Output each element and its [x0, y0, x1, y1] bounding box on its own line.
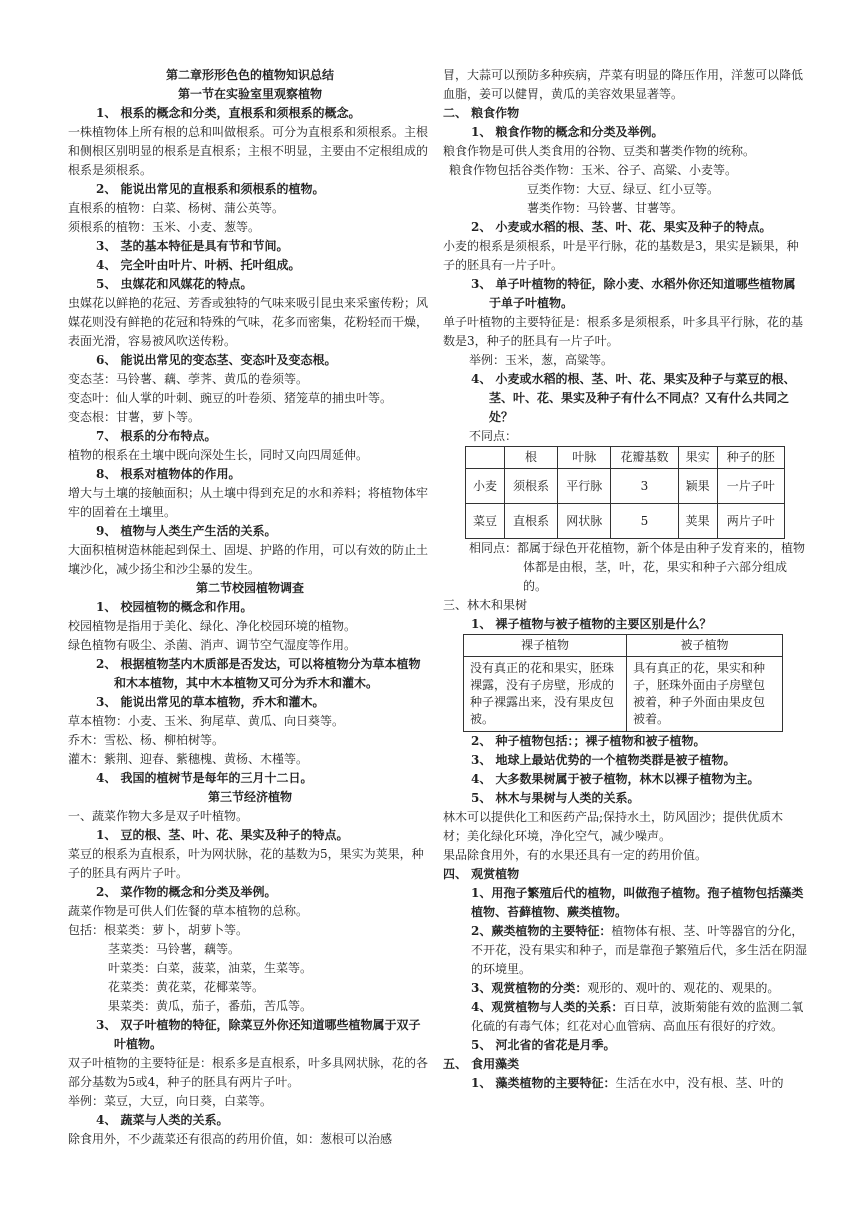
table-header [466, 447, 505, 469]
paragraph: 花菜类：黄花菜，花椰菜等。 [108, 980, 265, 994]
table-cell: 菜豆 [466, 504, 505, 539]
heading: 4、 我国的植树节是每年的三月十二日。 [96, 771, 313, 785]
table-cell: 平行脉 [558, 469, 611, 504]
table-header: 种子的胚 [717, 447, 784, 469]
paragraph: 草本植物：小麦、玉米、狗尾草、黄瓜、向日葵等。 [68, 714, 345, 728]
table-cell: 网状脉 [558, 504, 611, 539]
paragraph: 林木可以提供化工和医药产品;保持水土，防风固沙；提供优质木材；美化绿化环境，净化空气，减少噪声。 [443, 810, 784, 843]
heading: 1、 裸子植物与被子植物的主要区别是什么？ [471, 617, 712, 631]
table-header: 被子植物 [626, 635, 782, 657]
table-cell: 具有真正的花，果实和种子，胚珠外面由子房壁包被着，种子外面由果皮包被着。 [626, 657, 782, 732]
paragraph: 校园植物是指用于美化、绿化、净化校园环境的植物。 [68, 619, 357, 633]
mixed-paragraph: 2、蕨类植物的主要特征：植物体有根、茎、叶等器官的分化，不开花，没有果实和种子，而是靠孢子繁殖后代，多生活在阴湿的环境里。 [471, 924, 808, 976]
paragraph: 一、蔬菜作物大多是双子叶植物。 [68, 809, 249, 823]
paragraph: 不同点： [469, 429, 518, 443]
paragraph: 三、林木和果树 [443, 598, 528, 612]
heading: 4、 蔬菜与人类的关系。 [96, 1113, 229, 1127]
right-section-b [443, 539, 807, 634]
heading: 6、 能说出常见的变态茎、变态叶及变态根。 [96, 353, 337, 367]
right-section-a [443, 66, 807, 446]
section-title: 第一节在实验室里观察植物 [177, 87, 322, 101]
heading: 1、 豆的根、茎、叶、花、果实及种子的特点。 [96, 828, 349, 842]
paragraph: 灌木：紫荆、迎春、紫穗槐、黄杨、木槿等。 [68, 752, 309, 766]
paragraph: 虫媒花以鲜艳的花冠、芳香或独特的气味来吸引昆虫来采蜜传粉；风媒花则没有鲜艳的花冠和特殊的气味，花多而密集，花粉轻而干燥，表面光滑，容易被风吹送传粉。 [68, 296, 429, 348]
table-cell: 两片子叶 [717, 504, 784, 539]
left-column [68, 66, 432, 1149]
heading: 8、 根系对植物体的作用。 [96, 467, 241, 481]
paragraph: 豆类作物：大豆、绿豆、红小豆等。 [527, 182, 720, 196]
table-header: 叶脉 [558, 447, 611, 469]
mixed-paragraph: 4、观赏植物与人类的关系：百日草，波斯菊能有效的监测二氧化硫的有毒气体；红花对心血管病、高血压有很好的疗效。 [471, 1000, 804, 1033]
heading: 2、 能说出常见的直根系和须根系的植物。 [96, 182, 325, 196]
heading: 4、 大多数果树属于被子植物，林木以裸子植物为主。 [471, 772, 760, 786]
right-section-c [443, 732, 807, 1093]
section-title: 第二节校园植物调查 [195, 581, 304, 595]
paragraph: 直根系的植物：白菜、杨树、蒲公英等。 [68, 201, 285, 215]
paragraph: 叶菜类：白菜，菠菜，油菜，生菜等。 [108, 961, 313, 975]
table-cell: 荚果 [678, 504, 717, 539]
paragraph: 举例：菜豆，大豆，向日葵，白菜等。 [68, 1094, 273, 1108]
table-header: 果实 [678, 447, 717, 469]
paragraph: 包括：根菜类：萝卜，胡萝卜等。 [68, 923, 249, 937]
table-row [466, 469, 785, 504]
heading: 1、 根系的概念和分类，直根系和须根系的概念。 [96, 106, 361, 120]
paragraph: 乔木：雪松、杨、柳柏树等。 [68, 733, 225, 747]
heading: 2、 根据植物茎内木质部是否发达，可以将植物分为草本植物和木本植物，其中木本植物又可分为乔木和灌木。 [96, 657, 421, 690]
paragraph: 一株植物体上所有根的总和叫做根系。可分为直根系和须根系。主根和侧根区别明显的根系是直根系；主根不明显，主要由不定根组成的根系是须根系。 [68, 125, 429, 177]
heading: 3、 地球上最站优势的一个植物类群是被子植物。 [471, 753, 736, 767]
paragraph: 变态叶：仙人掌的叶刺、豌豆的叶卷须、猪笼草的捕虫叶等。 [68, 391, 393, 405]
plant-comparison-table [463, 634, 783, 732]
heading: 四、 观赏植物 [443, 867, 520, 881]
heading: 1、 校园植物的概念和作用。 [96, 600, 253, 614]
paragraph: 植物的根系在土壤中既向深处生长，同时又向四周延伸。 [68, 448, 369, 462]
heading: 3、 单子叶植物的特征，除小麦、水稻外你还知道哪些植物属于单子叶植物。 [471, 277, 796, 310]
table-header: 裸子植物 [464, 635, 627, 657]
heading: 3、 茎的基本特征是具有节和节间。 [96, 239, 289, 253]
table-cell: 直根系 [504, 504, 557, 539]
heading: 5、 河北省的省花是月季。 [471, 1038, 616, 1052]
table-cell: 颖果 [678, 469, 717, 504]
mixed-paragraph: 3、观赏植物的分类：观形的、观叶的、观花的、观果的。 [471, 981, 780, 995]
heading: 9、 植物与人类生产生活的关系。 [96, 524, 277, 538]
paragraph: 绿色植物有吸尘、杀菌、消声、调节空气湿度等作用。 [68, 638, 357, 652]
paragraph: 单子叶植物的主要特征是：根系多是须根系，叶多具平行脉，花的基数是3，种子的胚具有一片子叶。 [443, 315, 804, 348]
paragraph: 大面积植树造林能起到保土、固堤、护路的作用，可以有效的防止土壤沙化，减少扬尘和沙尘暴的发生。 [68, 543, 429, 576]
table-cell: 小麦 [466, 469, 505, 504]
paragraph: 变态茎：马铃薯、藕、荸荠、黄瓜的卷须等。 [68, 372, 309, 386]
table-header: 根 [504, 447, 557, 469]
paragraph: 薯类作物：马铃薯、甘薯等。 [527, 201, 684, 215]
section-title: 第二章形形色色的植物知识总结 [165, 68, 334, 82]
heading: 五、 食用藻类 [443, 1057, 520, 1071]
table-header: 花瓣基数 [611, 447, 678, 469]
heading: 二、 粮食作物 [443, 106, 520, 120]
table-cell: 没有真正的花和果实，胚珠裸露，没有子房壁，形成的种子裸露出来，没有果皮包被。 [464, 657, 627, 732]
paragraph: 果菜类：黄瓜，茄子，番茄，苦瓜等。 [108, 999, 313, 1013]
paragraph: 增大与土壤的接触面积；从土壤中得到充足的水和养料；将植物体牢牢的固着在土壤里。 [68, 486, 429, 519]
mixed-paragraph: 1、用孢子繁殖后代的植物，叫做孢子植物。孢子植物包括藻类植物、苔藓植物、蕨类植物。 [471, 886, 804, 919]
heading: 3、 双子叶植物的特征，除菜豆外你还知道哪些植物属于双子叶植物。 [96, 1018, 421, 1051]
paragraph: 菜豆的根系为直根系，叶为网状脉，花的基数为5，果实为荚果，种子的胚具有两片子叶。 [68, 847, 424, 880]
paragraph: 变态根：甘薯，萝卜等。 [68, 410, 201, 424]
paragraph: 蔬菜作物是可供人们佐餐的草本植物的总称。 [68, 904, 309, 918]
paragraph: 果品除食用外，有的水果还具有一定的药用价值。 [443, 848, 708, 862]
table-row [466, 504, 785, 539]
right-column [443, 66, 807, 1093]
paragraph: 茎菜类：马铃薯，藕等。 [108, 942, 241, 956]
paragraph: 冒，大蒜可以预防多种疾病，芹菜有明显的降压作用，洋葱可以降低血脂，姜可以健胃，黄瓜的美容效果显著等。 [443, 68, 804, 101]
heading: 7、 根系的分布特点。 [96, 429, 217, 443]
paragraph: 举例：玉米，葱，高粱等。 [469, 353, 614, 367]
mixed-paragraph: 1、 藻类植物的主要特征：生活在水中，没有根、茎、叶的 [471, 1076, 784, 1090]
paragraph: 粮食作物包括谷类作物：玉米、谷子、高粱、小麦等。 [449, 163, 738, 177]
heading: 5、 虫媒花和风媒花的特点。 [96, 277, 253, 291]
heading: 2、 小麦或水稻的根、茎、叶、花、果实及种子的特点。 [471, 220, 772, 234]
heading: 3、 能说出常见的草本植物，乔木和灌木。 [96, 695, 325, 709]
heading: 5、 林木与果树与人类的关系。 [471, 791, 640, 805]
table-cell: 3 [611, 469, 678, 504]
heading: 4、 小麦或水稻的根、茎、叶、花、果实及种子与菜豆的根、茎、叶、花、果实及种子有什么不同点？又有什么共同之处？ [471, 372, 796, 424]
paragraph: 粮食作物是可供人类食用的谷物、豆类和薯类作物的统称。 [443, 144, 756, 158]
paragraph: 小麦的根系是须根系，叶是平行脉，花的基数是3，果实是颖果，种子的胚具有一片子叶。 [443, 239, 799, 272]
heading: 2、 菜作物的概念和分类及举例。 [96, 885, 277, 899]
section-title: 第三节经济植物 [207, 790, 292, 804]
comparison-table [465, 446, 785, 539]
paragraph: 双子叶植物的主要特征是：根系多是直根系，叶多具网状脉，花的各部分基数为5或4，种子的胚具有两片子叶。 [68, 1056, 429, 1089]
heading: 4、 完全叶由叶片、叶柄、托叶组成。 [96, 258, 301, 272]
table-cell: 一片子叶 [717, 469, 784, 504]
table-cell: 5 [611, 504, 678, 539]
table-cell: 须根系 [504, 469, 557, 504]
paragraph: 相同点：都属于绿色开花植物，新个体是由种子发育来的，植物体都是由根，茎，叶，花，果实和种子六部分组成的。 [469, 541, 806, 593]
heading: 1、 粮食作物的概念和分类及举例。 [471, 125, 664, 139]
paragraph: 须根系的植物：玉米、小麦、葱等。 [68, 220, 261, 234]
heading: 2、 种子植物包括：；裸子植物和被子植物。 [471, 734, 706, 748]
paragraph: 除食用外，不少蔬菜还有很高的药用价值，如：葱根可以治感 [68, 1132, 393, 1146]
